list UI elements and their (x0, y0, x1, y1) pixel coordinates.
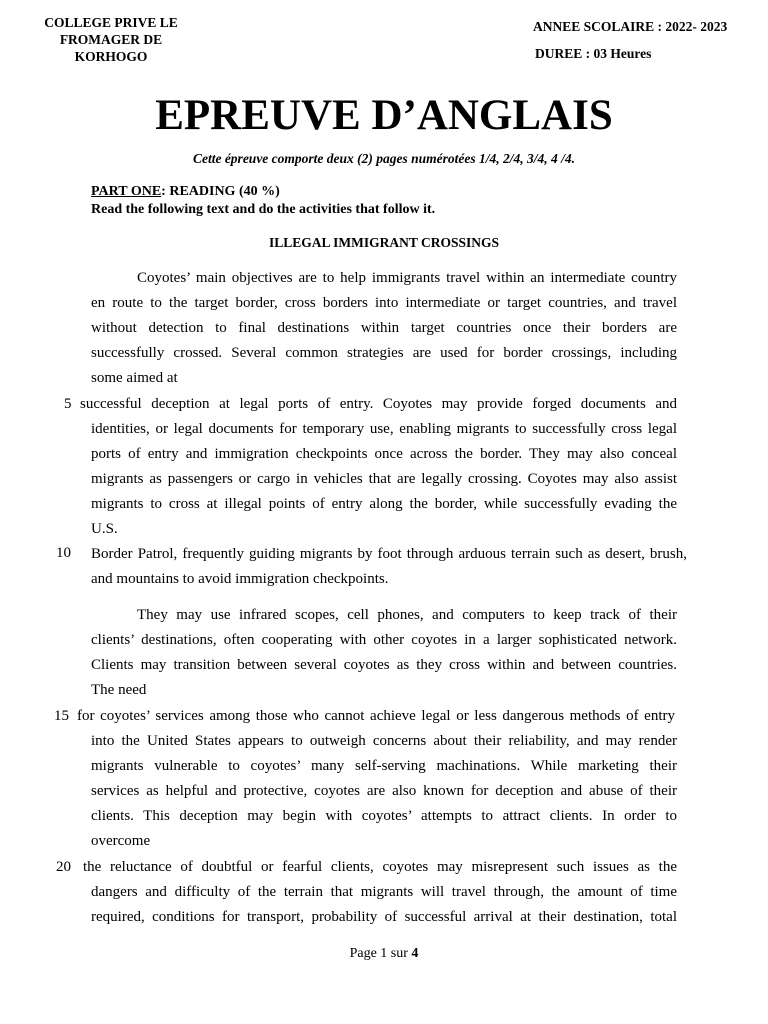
part-instruction: Read the following text and do the activities that follow it. (91, 202, 436, 217)
text-line: The need (91, 682, 147, 698)
part-heading (91, 184, 280, 200)
text-line: Border Patrol, frequently guiding migrants by foot through arduous terrain such as desert, brush, (91, 546, 687, 562)
text-line: clients. This deception may begin with coyotes’ attempts to attract clients. In order to (91, 808, 677, 824)
part-label: PART ONE (91, 184, 162, 199)
text-line: the reluctance of doubtful or fearful clients, coyotes may misrepresent such issues as the (83, 859, 677, 875)
text-line: clients’ destinations, often cooperating with other coyotes in a larger sophisticated network. (91, 632, 677, 648)
school-name-line: KORHOGO (74, 49, 148, 64)
text-line: migrants to cross at illegal points of entry along the border, while successfully evading the (91, 496, 677, 512)
exam-duration: DUREE : 03 Heures (535, 46, 652, 61)
text-title: ILLEGAL IMMIGRANT CROSSINGS (268, 235, 500, 250)
text-line: U.S. (91, 521, 118, 537)
page-number-prefix: Page 1 sur (349, 946, 412, 961)
line-number: 20 (56, 859, 71, 875)
page-note: Cette épreuve comporte deux (2) pages numérotées 1/4, 2/4, 3/4, 4 /4. (192, 151, 576, 166)
line-number: 10 (56, 545, 71, 561)
school-name (20, 14, 202, 65)
text-line: migrants vulnerable to coyotes’ many self-serving machinations. While marketing their (91, 758, 677, 774)
text-line: successfully crossed. Several common strategies are used for border crossings, including (91, 345, 677, 361)
text-line: They may use infrared scopes, cell phones, and computers to keep track of their (137, 607, 677, 623)
text-line: Clients may transition between several coyotes as they cross within and between countries. (91, 657, 677, 673)
page-total: 4 (411, 946, 419, 961)
text-line: identities, or legal documents for temporary use, enabling migrants to successfully cross legal (91, 421, 677, 437)
text-line: for coyotes’ services among those who cannot achieve legal or less dangerous methods of entry (77, 708, 675, 724)
school-name-line: COLLEGE PRIVE LE (44, 15, 178, 30)
text-line: dangers and difficulty of the terrain that migrants will travel through, the amount of time (91, 884, 677, 900)
exam-title: EPREUVE D’ANGLAIS (155, 92, 613, 139)
text-line: services as helpful and protective, coyotes are also known for deception and abuse of their (91, 783, 677, 799)
text-line: migrants as passengers or cargo in vehicles that are legally crossing. Coyotes may also assist (91, 471, 677, 487)
text-line: and mountains to avoid immigration checkpoints. (91, 571, 389, 587)
text-line: en route to the target border, cross borders into intermediate or target countries, and travel (91, 295, 677, 311)
part-rest: : READING (40 %) (161, 184, 280, 199)
line-number: 15 (54, 708, 69, 724)
text-line: Coyotes’ main objectives are to help immigrants travel within an intermediate country (137, 270, 677, 286)
text-line: overcome (91, 833, 151, 849)
text-line: required, conditions for transport, probability of successful arrival at their destination, total (91, 909, 677, 925)
line-number: 5 (64, 396, 72, 412)
text-line: successful deception at legal ports of entry. Coyotes may provide forged documents and (80, 396, 677, 412)
text-line: into the United States appears to outweigh concerns about their reliability, and may render (91, 733, 677, 749)
school-name-line: FROMAGER DE (59, 32, 163, 47)
school-year: ANNEE SCOLAIRE : 2022- 2023 (533, 19, 728, 34)
text-line: ports of entry and immigration checkpoints once across the border. They may also conceal (91, 446, 677, 462)
text-line: without detection to final destinations within target countries once their borders are (91, 320, 677, 336)
text-line: some aimed at (91, 370, 178, 386)
page-footer (0, 946, 768, 962)
